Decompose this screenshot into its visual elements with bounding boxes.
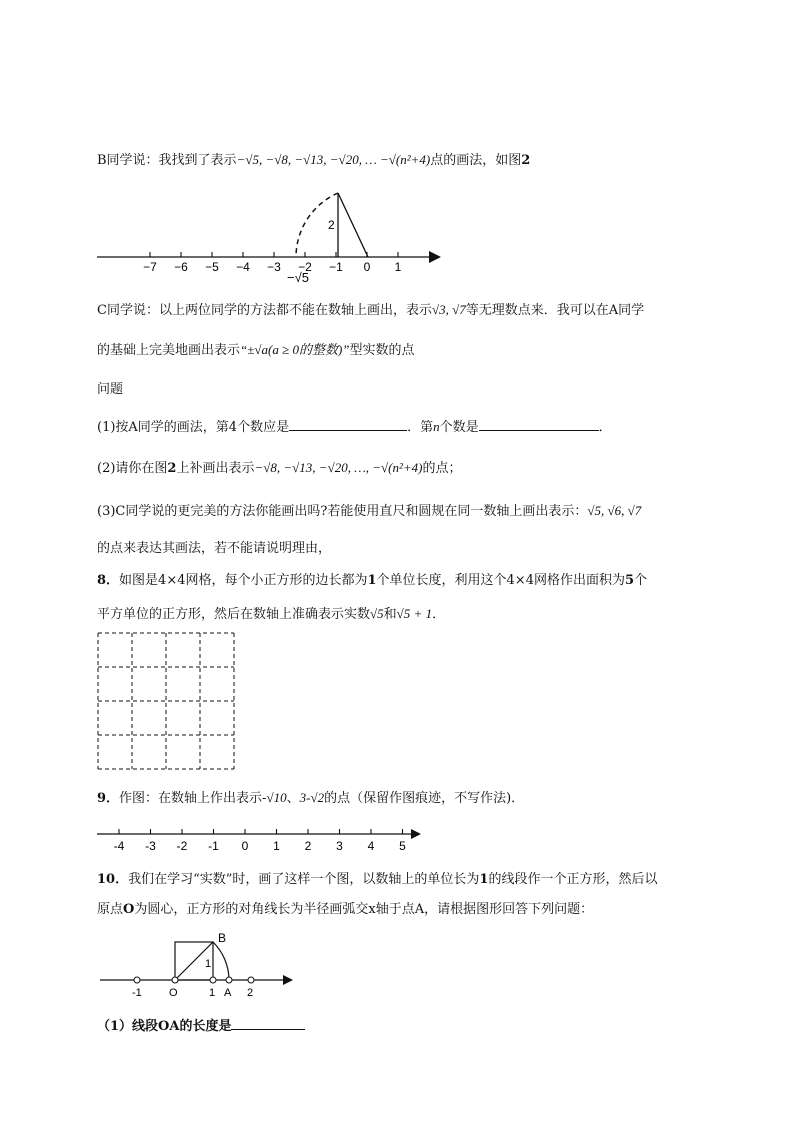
p7-b-fig: 2 [521, 153, 531, 168]
height-label: 2 [328, 218, 335, 232]
p7-c-line1-b: 等无理数点来．我可以在A同学 [465, 303, 645, 318]
p9-expr1: √10 [266, 790, 287, 805]
p8-expr1: √5 [370, 606, 384, 621]
p8-number: 8． [97, 573, 120, 588]
p8-line2 [97, 604, 445, 625]
p7-b-expr: −√5, −√8, −√13, −√20, … −√(n²+4) [236, 152, 431, 167]
p9-number-line [95, 822, 435, 862]
q2-a: (2)请你在图 [97, 461, 168, 476]
q2-line [97, 458, 462, 479]
p8-line2-a: 平方单位的正方形，然后在数轴上准确表示实数 [97, 607, 371, 622]
q1-a: (1)按A同学的画法，第4个数应是 [97, 420, 290, 435]
fig2-tick-label: −4 [236, 260, 250, 274]
p8-expr2: √5 + 1 [396, 606, 433, 621]
p7-c-line2-b: 型实数的点 [349, 343, 415, 358]
label-1: 1 [209, 987, 216, 999]
p9-tick-label: 0 [241, 839, 249, 853]
p9-tick-label: 2 [304, 839, 312, 853]
p9-tick-label: -4 [113, 839, 125, 853]
q1-blank-2[interactable] [479, 416, 599, 431]
p9-tick-label: 3 [336, 839, 343, 853]
q2-c: 的点； [422, 461, 462, 476]
q1-n: n [433, 419, 440, 434]
p10-line2-c: 轴于点 [375, 902, 415, 917]
p9-tick-label: 5 [399, 839, 406, 853]
p9-text-a: 作图：在数轴上作出表示- [119, 791, 267, 806]
p10-o: O [123, 902, 135, 917]
q2-expr: −√8, −√13, −√20, …, −√(n²+4) [254, 460, 423, 475]
q3-expr: √5, √6, √7 [587, 503, 642, 518]
p7-c-line2-expr: “±√a(a ≥ 0的整数)” [240, 342, 350, 357]
p7-b-prefix: B同学说：我找到了表示 [97, 153, 237, 168]
p9-sep: 、 [286, 791, 300, 806]
p10-line1 [97, 870, 657, 890]
p8-five: 5 [624, 573, 635, 588]
fig2-tick-label: 1 [394, 260, 402, 274]
p7-c-line2 [97, 340, 415, 361]
p10-a: A [414, 902, 425, 917]
figure-2-number-line [95, 185, 455, 285]
p9-tick-label: -1 [208, 839, 219, 853]
q1-c: 个数是 [439, 420, 479, 435]
grid-4x4 [97, 632, 237, 772]
p9-tick-label: -2 [176, 839, 188, 853]
p10-x: x [368, 902, 376, 917]
axis-arrow-icon [429, 251, 441, 263]
q3-line1-text: (3)C同学说的更完美的方法你能画出吗?若能使用直尺和圆规在同一数轴上画出表示： [97, 504, 588, 519]
p7-c-line1-a: C同学说：以上两位同学的方法都不能在数轴上画出，表示 [97, 303, 432, 318]
q3-line2: 的点来表达其画法，若不能请说明理由， [97, 541, 332, 556]
p7-c-line2-a: 的基础上完美地画出表示 [97, 343, 241, 358]
p10-q1 [97, 1015, 305, 1037]
point-neg1 [134, 977, 140, 983]
p10-line2-b: 为圆心，正方形的对角线长为半径画弧交 [134, 902, 369, 917]
p8-line1-b: 个单位长度，利用这个4×4网格作出面积为 [376, 573, 625, 588]
question-heading: 问题 [97, 382, 124, 397]
p8-line1-a: 如图是4×4网格，每个小正方形的边长都为 [119, 573, 368, 588]
p9-expr2: 3-√2 [299, 790, 325, 805]
p10-figure [95, 932, 305, 1002]
p9-line [97, 788, 524, 809]
label-a: A [224, 987, 232, 999]
p8-and: 和 [383, 607, 397, 622]
p7-c-line1-expr: √3, √7 [431, 302, 466, 317]
hypotenuse-segment [338, 193, 368, 257]
point-2 [248, 977, 254, 983]
fig2-tick-label: −2 [298, 260, 312, 274]
p10-one: 1 [479, 872, 489, 887]
p8-line1-c: 个 [634, 573, 648, 588]
fig2-tick-label: −1 [329, 260, 343, 274]
p10-number: 10． [97, 872, 129, 887]
label-2: 2 [247, 987, 254, 999]
fig2-tick-label: −6 [174, 260, 188, 274]
q1-d: ． [598, 420, 612, 435]
p10-q1-oa: OA [158, 1019, 180, 1034]
p9-number: 9． [97, 791, 120, 806]
root-label: −√5 [287, 270, 309, 285]
q1-line [97, 416, 612, 438]
p10-line1-b: 的线段作一个正方形，然后以 [488, 872, 658, 887]
p7-c-line1 [97, 300, 644, 321]
p9-tick-label: 1 [273, 839, 280, 853]
q1-blank-1[interactable] [289, 416, 407, 431]
fig2-tick-label: 0 [363, 260, 371, 274]
axis-arrow-icon [411, 829, 421, 839]
q1-b: ．第 [407, 420, 434, 435]
label-neg1: -1 [132, 987, 142, 999]
p7-b-line [97, 150, 530, 171]
point-a [226, 977, 232, 983]
q2-b: 上补画出表示 [176, 461, 255, 476]
p10-q1-blank[interactable] [231, 1015, 305, 1030]
fig2-tick-label: −3 [267, 260, 281, 274]
p10-line2-d: ，请根据图形回答下列问题： [424, 902, 594, 917]
p8-end: ． [432, 607, 446, 622]
label-side: 1 [205, 958, 212, 970]
p8-line1 [97, 571, 647, 591]
q3-line1 [97, 501, 641, 522]
label-b: B [218, 931, 227, 945]
p8-one: 1 [367, 573, 377, 588]
q2-fig: 2 [167, 461, 177, 476]
point-o [172, 977, 178, 983]
p7-b-suffix: 点的画法，如图 [430, 153, 522, 168]
p10-q1-b: 的长度是 [179, 1019, 232, 1034]
label-o: O [169, 987, 178, 999]
fig2-tick-label: −5 [205, 260, 219, 274]
arc [213, 942, 229, 980]
p10-line2-a: 原点 [97, 902, 124, 917]
axis-arrow-icon [283, 975, 293, 985]
p9-tick-label: 4 [367, 839, 375, 853]
p10-q1-a: （1）线段 [97, 1019, 159, 1034]
p9-tick-label: -3 [145, 839, 156, 853]
fig2-tick-label: −7 [143, 260, 157, 274]
p10-line1-a: 我们在学习“实数”时，画了这样一个图，以数轴上的单位长为 [128, 872, 480, 887]
point-1 [210, 977, 216, 983]
p10-line2 [97, 900, 593, 920]
p9-text-b: 的点（保留作图痕迹，不写作法)． [324, 791, 525, 806]
